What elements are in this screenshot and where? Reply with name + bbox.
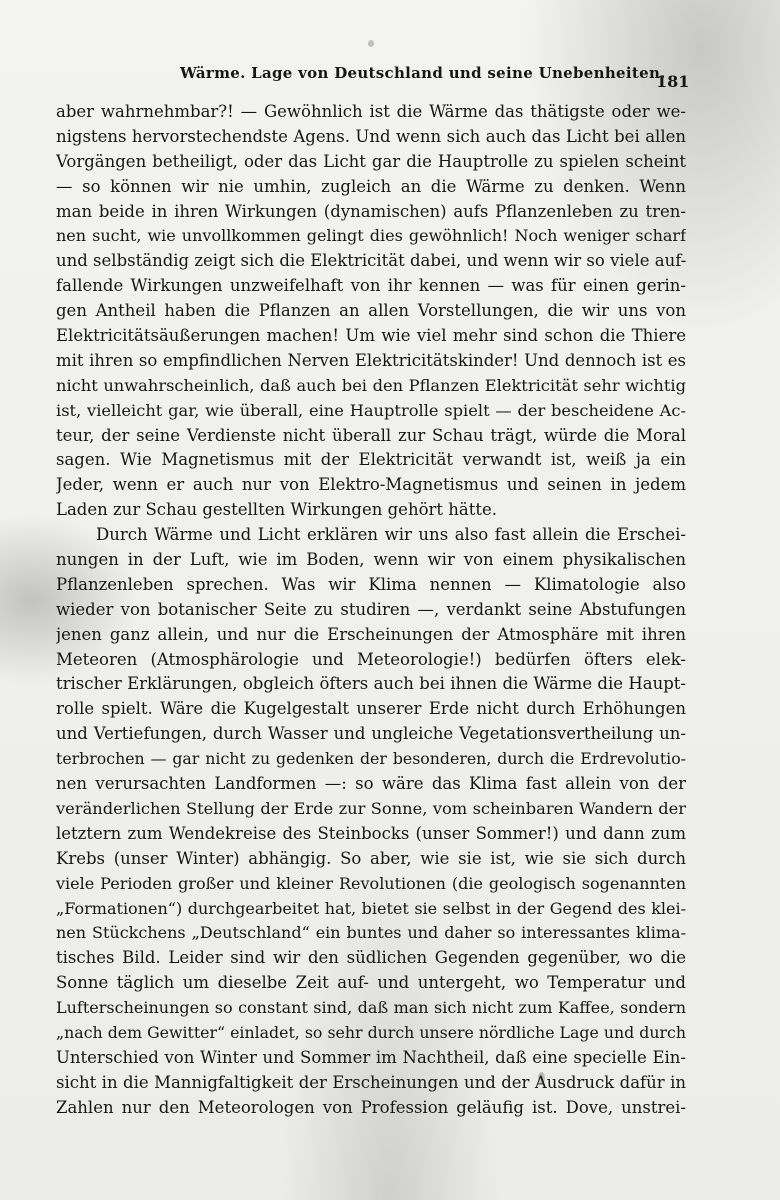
running-title: Wärme. Lage von Deutschland und seine Unebenheiten. <box>180 64 666 82</box>
text-line: veränderlichen Stellung der Erde zur Sonne, vom scheinbaren Wandern der <box>56 798 686 818</box>
text-line: Unterschied von Winter und Sommer im Nachtheil, daß eine specielle Ein- <box>56 1047 686 1067</box>
text-line: teur, der seine Verdienste nicht überall zur Schau trägt, würde die Moral <box>56 425 686 445</box>
paragraph-2 <box>56 523 686 1120</box>
text-line: nen verursachten Landformen —: so wäre das Klima fast allein von der <box>56 774 686 794</box>
text-line: sicht in die Mannigfaltigkeit der Erscheinungen und der Ausdruck dafür in <box>56 1072 686 1092</box>
text-line: terbrochen — gar nicht zu gedenken der besonderen, durch die Erdrevolutio- <box>56 749 686 769</box>
text-line: und selbständig zeigt sich die Elektricität dabei, und wenn wir so viele auf- <box>56 251 686 271</box>
text-line: Zahlen nur den Meteorologen von Profession geläufig ist. Dove, unstrei- <box>56 1097 686 1117</box>
text-line: ist, vielleicht gar, wie überall, eine Hauptrolle spielt — der bescheidene Ac- <box>56 400 686 420</box>
text-line: Sonne täglich um dieselbe Zeit auf- und untergeht, wo Temperatur und <box>56 973 686 993</box>
text-line: nen Stückchens „Deutschland“ ein buntes und daher so interessantes klima- <box>56 923 686 943</box>
text-line: trischer Erklärungen, obgleich öfters auch bei ihnen die Wärme die Haupt- <box>56 674 686 694</box>
text-line: man beide in ihren Wirkungen (dynamischen) aufs Pflanzenleben zu tren- <box>56 201 686 221</box>
page-header <box>180 64 700 91</box>
text-line: nen sucht, wie unvollkommen gelingt dies gewöhnlich! Noch weniger scharf <box>56 226 686 246</box>
text-line: nicht unwahrscheinlich, daß auch bei den Pflanzen Elektricität sehr wichtig <box>56 375 686 395</box>
text-line: Durch Wärme und Licht erklären wir uns also fast allein die Erschei- <box>96 525 686 545</box>
text-line: Laden zur Schau gestellten Wirkungen gehört hätte. <box>56 500 498 520</box>
body-text <box>56 100 686 1121</box>
text-line: viele Perioden großer und kleiner Revolutionen (die geologisch sogenannten <box>56 873 686 893</box>
text-line: Elektricitätsäußerungen machen! Um wie viel mehr sind schon die Thiere <box>56 326 686 346</box>
text-line: Lufterscheinungen so constant sind, daß man sich nicht zum Kaffee, sondern <box>56 998 686 1018</box>
page-number: 181 <box>656 72 690 91</box>
ink-blot <box>368 40 374 47</box>
text-line: mit ihren so empfindlichen Nerven Elektricitätskinder! Und dennoch ist es <box>56 350 686 370</box>
text-line: „Formationen“) durchgearbeitet hat, bietet sie selbst in der Gegend des klei- <box>56 898 686 918</box>
text-line: letztern zum Wendekreise des Steinbocks (unser Sommer!) und dann zum <box>56 823 686 843</box>
text-line: wieder von botanischer Seite zu studiren —, verdankt seine Abstufungen <box>56 599 686 619</box>
text-line: fallende Wirkungen unzweifelhaft von ihr kennen — was für einen gerin- <box>56 276 686 296</box>
text-line: Vorgängen betheiligt, oder das Licht gar die Hauptrolle zu spielen scheint <box>56 151 686 171</box>
text-line: aber wahrnehmbar?! — Gewöhnlich ist die Wärme das thätigste oder we- <box>56 102 686 121</box>
text-line: Meteoren (Atmosphärologie und Meteorologie!) bedürfen öfters elek- <box>56 649 686 669</box>
text-line: jenen ganz allein, und nur die Erscheinungen der Atmosphäre mit ihren <box>56 624 686 644</box>
text-line: tisches Bild. Leider sind wir den südlichen Gegenden gegenüber, wo die <box>56 948 686 968</box>
text-line: Krebs (unser Winter) abhängig. So aber, wie sie ist, wie sie sich durch <box>56 848 686 868</box>
text-line: und Vertiefungen, durch Wasser und ungleiche Vegetationsvertheilung un- <box>56 724 686 744</box>
text-line: gen Antheil haben die Pflanzen an allen Vorstellungen, die wir uns von <box>56 301 686 321</box>
text-line: — so können wir nie umhin, zugleich an die Wärme zu denken. Wenn <box>56 176 686 196</box>
text-line: nigstens hervorstechendste Agens. Und wenn sich auch das Licht bei allen <box>56 126 686 146</box>
text-line: Jeder, wenn er auch nur von Elektro-Magnetismus und seinen in jedem <box>56 475 686 495</box>
text-line: „nach dem Gewitter“ einladet, so sehr durch unsere nördliche Lage und durch <box>56 1022 686 1042</box>
text-line: rolle spielt. Wäre die Kugelgestalt unserer Erde nicht durch Erhöhungen <box>56 699 686 719</box>
paragraph-1 <box>56 100 686 523</box>
text-line: Pflanzenleben sprechen. Was wir Klima nennen — Klimatologie also <box>56 574 686 594</box>
text-line: sagen. Wie Magnetismus mit der Elektricität verwandt ist, weiß ja ein <box>56 450 686 470</box>
text-line: nungen in der Luft, wie im Boden, wenn wir von einem physikalischen <box>56 550 686 570</box>
